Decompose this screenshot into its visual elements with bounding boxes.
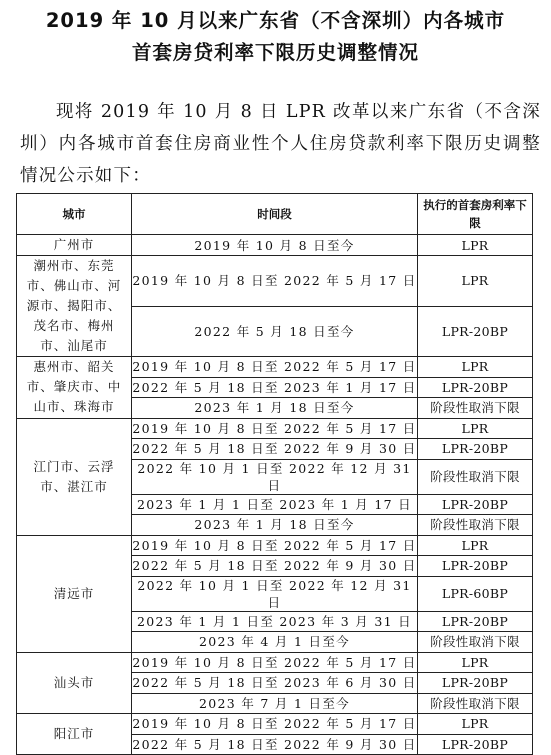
- rate-cell: LPR: [418, 256, 533, 307]
- city-cell: 潮州市、东莞市、佛山市、河源市、揭阳市、茂名市、梅州市、汕尾市: [17, 256, 132, 357]
- table-row: [17, 418, 533, 439]
- city-cell: 汕头市: [17, 652, 132, 714]
- rate-cell: LPR: [418, 235, 533, 256]
- rate-cell: 阶段性取消下限: [418, 515, 533, 536]
- period-cell: 2022 年 10 月 1 日至 2022 年 12 月 31 日: [132, 576, 418, 611]
- period-cell: 2019 年 10 月 8 日至今: [132, 235, 418, 256]
- city-cell: 清远市: [17, 535, 132, 652]
- table-row: [17, 235, 533, 256]
- rate-cell: LPR: [418, 535, 533, 556]
- period-cell: 2023 年 7 月 1 日至今: [132, 693, 418, 714]
- period-cell: 2022 年 5 月 18 日至 2022 年 9 月 30 日: [132, 556, 418, 577]
- period-cell: 2019 年 10 月 8 日至 2022 年 5 月 17 日: [132, 535, 418, 556]
- period-cell: 2019 年 10 月 8 日至 2022 年 5 月 17 日: [132, 256, 418, 307]
- rate-cell: 阶段性取消下限: [418, 632, 533, 653]
- table-row: [17, 357, 533, 378]
- title-line-1: 2019 年 10 月以来广东省（不含深圳）内各城市: [45, 9, 506, 32]
- rate-cell: LPR: [418, 652, 533, 673]
- table-row: [17, 652, 533, 673]
- period-cell: 2022 年 5 月 18 日至 2022 年 9 月 30 日: [132, 734, 418, 755]
- table-row: [17, 535, 533, 556]
- rate-cell: LPR-20BP: [418, 611, 533, 632]
- rate-cell: LPR: [418, 357, 533, 378]
- rate-cell: LPR-20BP: [418, 734, 533, 755]
- header-period: 时间段: [132, 194, 418, 235]
- rate-cell: LPR: [418, 714, 533, 735]
- city-cell: 惠州市、韶关市、肇庆市、中山市、珠海市: [17, 357, 132, 419]
- period-cell: 2022 年 10 月 1 日至 2022 年 12 月 31 日: [132, 459, 418, 494]
- period-cell: 2023 年 1 月 18 日至今: [132, 398, 418, 419]
- period-cell: 2023 年 1 月 1 日至 2023 年 3 月 31 日: [132, 611, 418, 632]
- table-row: [17, 714, 533, 735]
- table-header-row: [17, 194, 533, 235]
- city-cell: 广州市: [17, 235, 132, 256]
- period-cell: 2022 年 5 月 18 日至今: [132, 306, 418, 357]
- period-cell: 2019 年 10 月 8 日至 2022 年 5 月 17 日: [132, 357, 418, 378]
- rate-cell: LPR-20BP: [418, 673, 533, 694]
- period-cell: 2022 年 5 月 18 日至 2022 年 9 月 30 日: [132, 439, 418, 460]
- period-cell: 2023 年 1 月 18 日至今: [132, 515, 418, 536]
- period-cell: 2023 年 4 月 1 日至今: [132, 632, 418, 653]
- rate-table: [16, 193, 533, 755]
- header-rate: 执行的首套房利率下限: [418, 194, 533, 235]
- period-cell: 2023 年 1 月 1 日至 2023 年 1 月 17 日: [132, 494, 418, 515]
- header-city: 城市: [17, 194, 132, 235]
- rate-cell: 阶段性取消下限: [418, 398, 533, 419]
- rate-cell: LPR: [418, 418, 533, 439]
- rate-cell: 阶段性取消下限: [418, 459, 533, 494]
- title-line-2: 首套房贷利率下限历史调整情况: [131, 41, 419, 64]
- period-cell: 2022 年 5 月 18 日至 2023 年 6 月 30 日: [132, 673, 418, 694]
- rate-cell: LPR-20BP: [418, 494, 533, 515]
- period-cell: 2019 年 10 月 8 日至 2022 年 5 月 17 日: [132, 714, 418, 735]
- intro-paragraph: 现将 2019 年 10 月 8 日 LPR 改革以来广东省（不含深圳）内各城市首套住房商业性个人住房贷款利率下限历史调整情况公示如下：: [20, 102, 541, 186]
- table-row: [17, 256, 533, 307]
- period-cell: 2022 年 5 月 18 日至 2023 年 1 月 17 日: [132, 377, 418, 398]
- rate-cell: LPR-20BP: [418, 377, 533, 398]
- period-cell: 2019 年 10 月 8 日至 2022 年 5 月 17 日: [132, 652, 418, 673]
- rate-cell: LPR-20BP: [418, 439, 533, 460]
- rate-cell: LPR-20BP: [418, 306, 533, 357]
- rate-cell: 阶段性取消下限: [418, 693, 533, 714]
- city-cell: 阳江市: [17, 714, 132, 755]
- rate-cell: LPR-20BP: [418, 556, 533, 577]
- table-body: [17, 235, 533, 755]
- period-cell: 2019 年 10 月 8 日至 2022 年 5 月 17 日: [132, 418, 418, 439]
- city-cell: 江门市、云浮市、湛江市: [17, 418, 132, 535]
- rate-cell: LPR-60BP: [418, 576, 533, 611]
